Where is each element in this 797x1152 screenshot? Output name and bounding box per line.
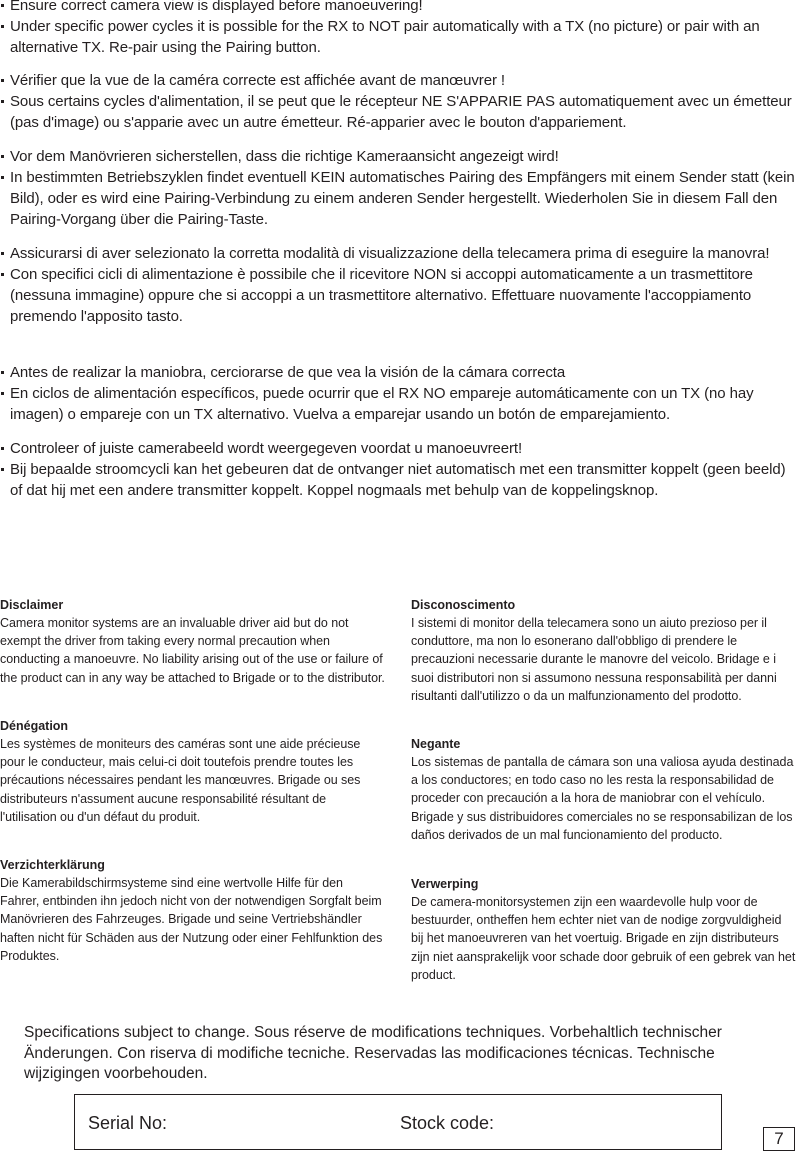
page-number: 7: [763, 1127, 795, 1151]
instruction-item: Vérifier que la vue de la caméra correcte est affichée avant de manœuvrer !: [0, 70, 797, 91]
serial-number-label: Serial No:: [88, 1113, 168, 1133]
specifications-note: Specifications subject to change. Sous réserve de modifications techniques. Vorbehaltlich technischer Änderungen. Con riserva di modifiche tecniche. Reservadas las modificaciones técnicas. Technische wijzigingen voorbehouden.: [24, 1024, 722, 1082]
disclaimer-title: Verzichterklärung: [0, 858, 105, 872]
disclaimer-section: [411, 596, 796, 705]
instructions-it: [0, 243, 797, 327]
instruction-item: Antes de realizar la maniobra, cerciorarse de que vea la visión de la cámara correcta: [0, 362, 797, 383]
disclaimers-right-column: [411, 596, 796, 986]
instruction-item: Assicurarsi di aver selezionato la corretta modalità di visualizzazione della telecamera prima di eseguire la manovra!: [0, 243, 797, 264]
disclaimer-text: Camera monitor systems are an invaluable driver aid but do not exempt the driver from taking every normal precaution when conducting a manoeuvre. No liability arising out of the use or failure of the product can in any way be attached to Brigade or to the distributor.: [0, 616, 385, 685]
disclaimer-text: Les systèmes de moniteurs des caméras sont une aide précieuse pour le conducteur, mais celui-ci doit toutefois prendre toutes les précautions nécessaires pendant les manœuvres. Brigade ou ses distributeurs n'assument aucune responsabilité résultant de l'utilisation ou d'un défaut du produit.: [0, 737, 361, 824]
disclaimer-text: Die Kamerabildschirmsysteme sind eine wertvolle Hilfe für den Fahrer, entbinden ihn jedoch nicht von der notwendigen Sorgfalt beim Manövrieren des Fahrzeuges. Brigade und seine Vertriebshändler haften nicht für Schäden aus der Nutzung oder einer Fehlfunktion des Produktes.: [0, 876, 383, 963]
disclaimers-left-column: [0, 596, 385, 966]
instruction-item: In bestimmten Betriebszyklen findet eventuell KEIN automatisches Pairing des Empfängers mit einem Sender statt (kein Bild), oder es wird eine Pairing-Verbindung zu einem anderen Sender hergestellt. Wiederholen Sie in diesem Fall den Pairing-Vorgang über die Pairing-Taste.: [0, 167, 797, 230]
disclaimer-section: [411, 875, 796, 984]
instruction-item: Ensure correct camera view is displayed before manoeuvering!: [0, 0, 797, 16]
instructions-es: [0, 362, 797, 425]
disclaimer-text: De camera-monitorsystemen zijn een waardevolle hulp voor de bestuurder, ontheffen hem echter niet van de nodige zorgvuldigheid bij het manoeuvreren van het voertuig. Brigade en zijn distributeurs zijn niet aansprakelijk voor schade door gebruik of een gebrek van het product.: [411, 895, 796, 982]
disclaimer-section: [0, 596, 385, 687]
disclaimer-title: Verwerping: [411, 877, 479, 891]
disclaimer-title: Dénégation: [0, 719, 69, 733]
disclaimer-text: Los sistemas de pantalla de cámara son una valiosa ayuda destinada a los conductores; en todo caso no les resta la responsabilidad de proceder con precaución a la hora de maniobrar con el vehículo. Brigade y sus distribuidores comerciales no se responsabilizan de los daños derivados de un mal funcionamiento del producto.: [411, 755, 794, 842]
instructions-nl: [0, 438, 797, 501]
disclaimer-title: Disclaimer: [0, 598, 64, 612]
disclaimer-section: [0, 717, 385, 826]
disclaimer-section: [411, 735, 796, 844]
disclaimer-title: Disconoscimento: [411, 598, 516, 612]
instruction-item: Under specific power cycles it is possible for the RX to NOT pair automatically with a TX (no picture) or pair with an alternative TX. Re-pair using the Pairing button.: [0, 16, 797, 58]
instruction-item: Sous certains cycles d'alimentation, il se peut que le récepteur NE S'APPARIE PAS automatiquement avec un émetteur (pas d'image) ou s'apparie avec un autre émetteur. Ré-apparier avec le bouton d'appariement.: [0, 91, 797, 133]
instructions-fr: [0, 70, 797, 133]
disclaimer-section: [0, 856, 385, 965]
stock-code-label: Stock code:: [400, 1113, 495, 1133]
disclaimer-text: I sistemi di monitor della telecamera sono un aiuto prezioso per il conduttore, ma non lo esonerano dall'obbligo di prendere le precauzioni necessarie durante le manovre del veicolo. Bridage e i suoi distributori non si assumono nessuna responsabilità per danni risultanti dall'utilizzo o da un malfunzionamento del prodotto.: [411, 616, 777, 703]
instruction-item: En ciclos de alimentación específicos, puede ocurrir que el RX NO empareje automáticamente con un TX (no hay imagen) o empareje con un TX alternativo. Vuelva a emparejar usando un botón de emparejamiento.: [0, 383, 797, 425]
instruction-item: Con specifici cicli di alimentazione è possibile che il ricevitore NON si accoppi automaticamente a un trasmettitore (nessuna immagine) oppure che si accoppi a un trasmettitore alternativo. Effettuare nuovamente l'accoppiamento premendo l'apposito tasto.: [0, 264, 797, 327]
instructions-de: [0, 146, 797, 230]
instruction-item: Controleer of juiste camerabeeld wordt weergegeven voordat u manoeuvreert!: [0, 438, 797, 459]
serial-stock-box: [74, 1094, 722, 1150]
instruction-item: Bij bepaalde stroomcycli kan het gebeuren dat de ontvanger niet automatisch met een transmitter koppelt (geen beeld) of dat hij met een andere transmitter koppelt. Koppel nogmaals met behulp van de koppelingsknop.: [0, 459, 797, 501]
instruction-item: Vor dem Manövrieren sicherstellen, dass die richtige Kameraansicht angezeigt wird!: [0, 146, 797, 167]
disclaimer-title: Negante: [411, 737, 461, 751]
instructions-en: [0, 0, 797, 58]
